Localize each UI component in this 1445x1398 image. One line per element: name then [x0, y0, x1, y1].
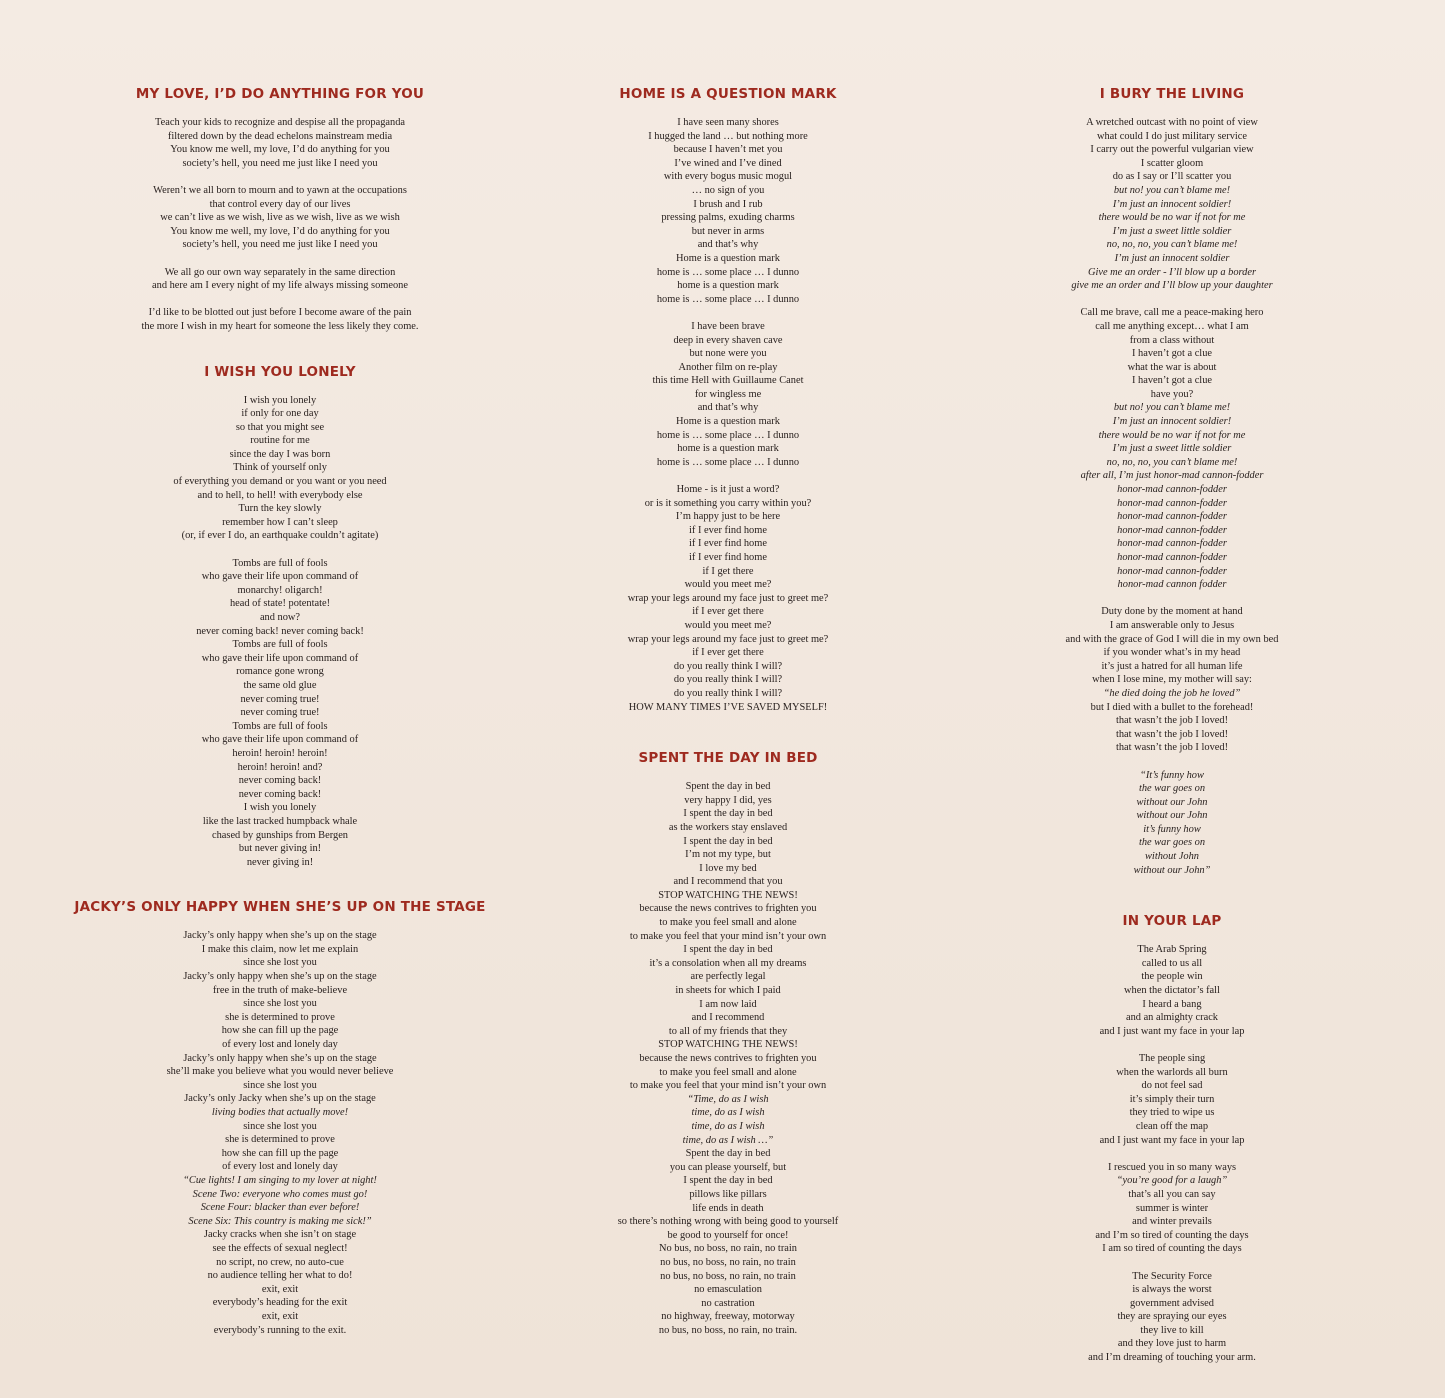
lyric-line: the more I wish in my heart for someone the less likely they come. [141, 320, 419, 332]
lyric-line: no bus, no boss, no rain, no train [660, 1256, 796, 1268]
lyric-line: Call me brave, call me a peace-making hero [1080, 307, 1264, 319]
lyric-line: routine for me [250, 435, 310, 447]
lyric-line: No bus, no boss, no rain, no train [659, 1243, 797, 1255]
lyric-line: I’ve wined and I’ve dined [674, 157, 782, 169]
lyric-line: HOW MANY TIMES I’VE SAVED MYSELF! [628, 701, 828, 713]
lyric-line: but never in arms [691, 225, 765, 237]
lyric-line: STOP WATCHING THE NEWS! [658, 889, 798, 901]
lyric-line: but no! you can’t blame me! [1113, 184, 1231, 196]
lyric-line: honor-mad cannon-fodder [1117, 511, 1227, 523]
lyric-line: I make this claim, now let me explain [201, 943, 359, 955]
lyric-line: I have seen many shores [677, 117, 779, 128]
lyric-line: Jacky’s only happy when she’s up on the stage [183, 1052, 377, 1064]
lyric-line: Scene Six: This country is making me sick!” [188, 1215, 372, 1227]
lyric-line: they tried to wipe us [1129, 1107, 1215, 1119]
lyric-line: what the war is about [1127, 361, 1217, 373]
lyric-line: home is a question mark [677, 443, 779, 455]
lyric-line: she is determined to prove [225, 1011, 335, 1023]
lyric-line: everybody’s running to the exit. [213, 1324, 347, 1336]
lyric-line: without our John” [1133, 864, 1211, 876]
lyric-line: that’s all you can say [1128, 1188, 1216, 1200]
lyric-line: the people win [1141, 971, 1203, 983]
stanza [962, 1270, 1382, 1365]
song-title: MY LOVE, I’D DO ANYTHING FOR YOU [135, 86, 425, 102]
song-title: I BURY THE LIVING [1099, 86, 1245, 102]
lyric-line: there would be no war if not for me [1098, 429, 1246, 441]
lyric-line: … no sign of you [691, 184, 765, 196]
lyric-line: but no! you can’t blame me! [1113, 402, 1231, 414]
lyric-line: I’m just an innocent soldier! [1112, 416, 1232, 428]
lyric-line: but I died with a bullet to the forehead! [1090, 701, 1254, 713]
lyric-line: pressing palms, exuding charms [661, 212, 795, 224]
lyric-line: life ends in death [692, 1202, 764, 1214]
lyric-line: society’s hell, you need me just like I need you [182, 157, 378, 169]
lyric-line: and that’s why [697, 239, 759, 251]
lyric-line: and that’s why [697, 402, 759, 414]
lyric-line: she is determined to prove [225, 1134, 335, 1146]
lyric-line: no castration [701, 1297, 755, 1309]
lyric-line: after all, I’m just honor-mad cannon-fodder [1080, 470, 1264, 482]
lyric-line: I’m happy just to be here [675, 511, 781, 523]
lyric-line: never giving in! [246, 856, 314, 868]
lyric-line: we can’t live as we wish, live as we wish, live as we wish [160, 212, 400, 224]
lyric-line: (or, if ever I do, an earthquake couldn’t agitate) [181, 530, 379, 542]
lyric-line: honor-mad cannon-fodder [1117, 538, 1227, 550]
lyric-line: heroin! heroin! and? [237, 761, 323, 773]
lyric-line: honor-mad cannon-fodder [1117, 524, 1227, 536]
lyric-line: home is … some place … I dunno [656, 293, 800, 305]
lyric-line: never coming back! never coming back! [196, 625, 364, 637]
lyric-line: honor-mad cannon-fodder [1117, 484, 1227, 496]
lyric-line: since she lost you [243, 957, 317, 969]
lyric-line: as the workers stay enslaved [668, 821, 788, 833]
song [70, 364, 490, 870]
lyric-line: and an almighty crack [1125, 1012, 1219, 1024]
lyric-line: society’s hell, you need me just like I need you [182, 239, 378, 251]
lyric-line: time, do as I wish …” [682, 1134, 774, 1146]
lyric-line: if I ever get there [692, 647, 764, 659]
lyric-line: never coming true! [240, 707, 320, 719]
lyric-line: call me anything except… what I am [1095, 320, 1249, 332]
lyric-line: I haven’t got a clue [1131, 375, 1212, 387]
lyric-line: everybody’s heading for the exit [212, 1297, 348, 1309]
lyric-line: A wretched outcast with no point of view [1086, 117, 1258, 128]
lyric-line: to make you feel small and alone [659, 917, 797, 929]
lyric-line: summer is winter [1135, 1202, 1209, 1214]
lyric-line: there would be no war if not for me [1098, 212, 1246, 224]
lyric-line: wrap your legs around my face just to greet me? [627, 592, 829, 604]
lyric-line: time, do as I wish [691, 1120, 765, 1132]
lyric-line: “you’re good for a laugh” [1116, 1175, 1228, 1187]
lyric-line: they live to kill [1140, 1324, 1204, 1336]
lyric-line: they are spraying our eyes [1117, 1311, 1227, 1323]
lyric-line: I heard a bang [1142, 998, 1202, 1010]
lyric-line: Teach your kids to recognize and despise all the propaganda [155, 117, 405, 128]
lyric-line: and I recommend that you [673, 876, 783, 888]
lyric-line: Give me an order - I’ll blow up a border [1087, 266, 1257, 278]
lyric-line: Home - is it just a word? [676, 484, 780, 496]
lyric-line: because the news contrives to frighten you [639, 903, 817, 915]
lyric-line: Scene Four: blacker than ever before! [200, 1202, 360, 1214]
stanza [962, 769, 1382, 878]
stanza [70, 266, 490, 293]
lyric-line: head of state! potentate! [229, 598, 331, 610]
lyric-line: Spent the day in bed [685, 781, 771, 793]
lyric-line: very happy I did, yes [684, 794, 772, 806]
lyric-line: I’m just an innocent soldier! [1112, 198, 1232, 210]
lyric-line: to make you feel that your mind isn’t your own [629, 1080, 827, 1092]
lyric-line: clean off the map [1135, 1120, 1209, 1132]
lyric-line: it’s simply their turn [1129, 1093, 1215, 1105]
lyric-line: is always the worst [1132, 1284, 1212, 1296]
lyric-line: Weren’t we all born to mourn and to yawn at the occupations [153, 184, 407, 196]
lyric-line: I am answerable only to Jesus [1109, 619, 1235, 631]
stanza [518, 320, 938, 470]
lyric-line: when the warlords all burn [1116, 1066, 1228, 1078]
lyric-line: honor-mad cannon fodder [1117, 579, 1227, 591]
lyric-line: I’m not my type, but [685, 849, 771, 861]
lyric-line: of everything you demand or you want or you need [173, 476, 387, 488]
lyric-line: heroin! heroin! heroin! [232, 747, 328, 759]
lyric-line: Spent the day in bed [685, 1148, 771, 1160]
lyric-line: and I recommend [691, 1012, 765, 1024]
lyric-line: that wasn’t the job I loved! [1115, 728, 1229, 740]
lyric-line: “Cue lights! I am singing to my lover at night! [183, 1174, 377, 1186]
lyric-line: home is … some place … I dunno [656, 456, 800, 468]
lyric-line: I rescued you in so many ways [1107, 1161, 1237, 1173]
lyric-line: Tombs are full of fools [232, 557, 328, 569]
lyric-line: the war goes on [1138, 783, 1206, 795]
lyric-line: like the last tracked humpback whale [202, 815, 358, 827]
lyric-line: this time Hell with Guillaume Canet [652, 375, 804, 387]
stanza [70, 116, 490, 170]
stanza [70, 306, 490, 333]
lyric-line: honor-mad cannon-fodder [1117, 497, 1227, 509]
lyric-line: and I just want my face in your lap [1099, 1025, 1245, 1037]
lyric-line: do you really think I will? [673, 674, 783, 686]
lyric-line: do you really think I will? [673, 687, 783, 699]
lyric-line: and to hell, to hell! with everybody else [197, 489, 363, 501]
lyric-line: home is … some place … I dunno [656, 266, 800, 278]
lyric-line: see the effects of sexual neglect! [212, 1242, 348, 1254]
lyric-line: I brush and I rub [693, 198, 763, 210]
song-title: I WISH YOU LONELY [204, 363, 356, 380]
lyric-line: from a class without [1129, 334, 1215, 346]
lyric-line: exit, exit [261, 1283, 299, 1295]
lyric-line: We all go our own way separately in the same direction [164, 266, 396, 278]
stanza [70, 394, 490, 544]
lyric-line: how she can fill up the page [221, 1147, 339, 1159]
lyric-line: when the dictator’s fall [1124, 985, 1220, 997]
lyric-line: Turn the key slowly [238, 503, 322, 515]
lyric-line: do not feel sad [1141, 1080, 1203, 1092]
lyric-line: would you meet me? [684, 619, 772, 631]
lyric-line: but never giving in! [238, 843, 322, 855]
lyric-line: “It’s funny how [1140, 769, 1204, 781]
lyric-line: do you really think I will? [673, 660, 783, 672]
lyric-line: The people sing [1138, 1053, 1206, 1064]
stanza [962, 306, 1382, 591]
lyric-line: never coming back! [238, 775, 322, 787]
lyric-line: in sheets for which I paid [675, 985, 781, 997]
stanza [70, 929, 490, 1337]
lyric-line: I spent the day in bed [683, 835, 773, 847]
lyric-line: no bus, no boss, no rain, no train [660, 1270, 796, 1282]
lyric-line: no script, no crew, no auto-cue [216, 1256, 344, 1268]
lyric-line: to all of my friends that they [668, 1025, 788, 1037]
lyric-line: I have been brave [691, 320, 765, 332]
stanza [518, 116, 938, 306]
lyric-line: that control every day of our lives [209, 198, 351, 210]
lyric-line: and I’m so tired of counting the days [1095, 1229, 1249, 1241]
lyric-line: Duty done by the moment at hand [1101, 606, 1243, 618]
lyric-line: you can please yourself, but [669, 1161, 787, 1173]
lyric-line: no emasculation [694, 1284, 762, 1296]
lyric-line: that wasn’t the job I loved! [1115, 742, 1229, 754]
lyric-line: do as I say or I’ll scatter you [1112, 171, 1232, 183]
lyric-line: if I ever find home [689, 538, 767, 550]
lyric-line: give me an order and I’ll blow up your daughter [1071, 280, 1273, 292]
lyric-line: it’s a consolation when all my dreams [649, 957, 807, 969]
lyric-line: deep in every shaven cave [673, 334, 783, 346]
song-title: IN YOUR LAP [1122, 913, 1222, 930]
lyric-line: if I ever find home [689, 552, 767, 563]
lyric-line: chased by gunships from Bergen [211, 829, 349, 841]
lyric-line: I wish you lonely [243, 394, 317, 406]
lyric-line: “Time, do as I wish [687, 1093, 769, 1105]
lyric-line: for wingless me [694, 388, 762, 400]
lyric-line: that wasn’t the job I loved! [1115, 715, 1229, 727]
lyric-line: without our John [1136, 810, 1208, 822]
lyric-line: I wish you lonely [243, 802, 317, 814]
lyric-line: pillows like pillars [689, 1188, 767, 1200]
lyrics-column-3 [962, 86, 1382, 1378]
lyric-line: how she can fill up the page [221, 1025, 339, 1037]
stanza [70, 184, 490, 252]
lyric-line: Jacky cracks when she isn’t on stage [203, 1229, 357, 1241]
lyric-line: of every lost and lonely day [222, 1161, 338, 1173]
lyric-line: who gave their life upon command of [201, 734, 359, 746]
lyric-line: so that you might see [235, 421, 325, 433]
song [70, 899, 490, 1337]
lyric-line: without our John [1136, 796, 1208, 808]
lyric-line: would you meet me? [684, 579, 772, 591]
lyric-line: home is … some place … I dunno [656, 429, 800, 441]
stanza [962, 1052, 1382, 1147]
stanza [518, 483, 938, 714]
lyric-line: since she lost you [243, 1120, 317, 1132]
lyric-line: no highway, freeway, motorway [661, 1311, 795, 1323]
song-title: SPENT THE DAY IN BED [638, 750, 818, 767]
song-title: JACKY’S ONLY HAPPY WHEN SHE’S UP ON THE STAGE [74, 899, 486, 916]
lyric-line: Jacky’s only happy when she’s up on the stage [183, 971, 377, 983]
lyric-line: no, no, no, you can’t blame me! [1106, 456, 1238, 468]
lyric-line: so there’s nothing wrong with being good to yourself [617, 1216, 839, 1228]
lyric-line: who gave their life upon command of [201, 652, 359, 664]
stanza [962, 1161, 1382, 1256]
lyric-line: have you? [1150, 388, 1194, 400]
stanza [962, 605, 1382, 755]
lyric-line: or is it something you carry within you? [644, 497, 812, 509]
lyric-line: Home is a question mark [676, 416, 780, 428]
lyric-line: I scatter gloom [1140, 157, 1204, 169]
lyric-line: I spent the day in bed [683, 808, 773, 820]
lyric-line: honor-mad cannon-fodder [1117, 565, 1227, 577]
lyric-line: it’s just a hatred for all human life [1101, 660, 1243, 672]
lyric-line: I love my bed [699, 862, 757, 874]
lyric-line: since she lost you [243, 998, 317, 1010]
lyric-line: I am so tired of counting the days [1102, 1243, 1242, 1255]
lyric-line: to make you feel that your mind isn’t your own [629, 930, 827, 942]
lyric-line: and now? [259, 612, 301, 623]
lyric-line: and with the grace of God I will die in my own bed [1065, 633, 1279, 645]
lyrics-column-1 [70, 86, 490, 1351]
lyric-line: without John [1145, 851, 1199, 863]
lyric-line: I’m just an innocent soldier [1114, 252, 1230, 264]
stanza [518, 780, 938, 1337]
lyric-line: You know me well, my love, I’d do anything for you [170, 225, 390, 237]
song [962, 913, 1382, 1364]
lyric-line: time, do as I wish [691, 1107, 765, 1119]
stanza [962, 116, 1382, 293]
lyric-line: with every bogus music mogul [663, 171, 793, 183]
lyric-line: honor-mad cannon-fodder [1117, 552, 1227, 563]
song-title: HOME IS A QUESTION MARK [619, 86, 837, 102]
lyric-line: I’m just a sweet little soldier [1112, 443, 1232, 455]
lyric-line: since she lost you [243, 1079, 317, 1091]
lyrics-column-2 [518, 86, 938, 1351]
lyric-line: I am now laid [699, 998, 757, 1010]
lyric-line: because I haven’t met you [673, 144, 783, 156]
lyric-line: home is a question mark [677, 280, 779, 292]
lyric-line: Think of yourself only [233, 462, 327, 474]
lyric-line: called to us all [1141, 957, 1203, 969]
lyric-line: I’d like to be blotted out just before I become aware of the pain [148, 307, 412, 319]
lyric-line: if you wonder what’s in my head [1103, 647, 1241, 659]
lyric-line: no bus, no boss, no rain, no train. [658, 1324, 798, 1336]
lyric-line: and here am I every night of my life always missing someone [152, 280, 408, 292]
lyric-line: Another film on re-play [678, 361, 778, 373]
lyric-line: wrap your legs around my face just to greet me? [627, 633, 829, 645]
lyric-line: Jacky’s only happy when she’s up on the stage [183, 930, 377, 942]
lyric-line: exit, exit [261, 1310, 299, 1322]
lyric-line: “he died doing the job he loved” [1103, 687, 1241, 699]
lyric-line: and I’m dreaming of touching your arm. [1088, 1352, 1256, 1364]
lyric-line: filtered down by the dead echelons mainstream media [167, 130, 393, 142]
lyric-line: living bodies that actually move! [211, 1107, 349, 1118]
song [962, 86, 1382, 877]
lyric-line: it’s funny how [1143, 823, 1201, 835]
lyric-line: to make you feel small and alone [659, 1066, 797, 1078]
lyric-line: I spent the day in bed [683, 944, 773, 956]
lyric-line: no, no, no, you can’t blame me! [1106, 239, 1238, 251]
lyric-line: STOP WATCHING THE NEWS! [658, 1039, 798, 1051]
lyric-line: Home is a question mark [676, 252, 780, 264]
lyric-line: romance gone wrong [236, 666, 324, 678]
lyric-line: who gave their life upon command of [201, 571, 359, 583]
lyric-line: remember how I can’t sleep [222, 516, 338, 528]
lyric-line: free in the truth of make-believe [212, 984, 348, 996]
lyric-line: since the day I was born [229, 448, 331, 460]
lyric-line: I spent the day in bed [683, 1175, 773, 1187]
lyric-line: and they love just to harm [1117, 1338, 1227, 1350]
song [518, 86, 938, 714]
lyric-line: never coming back! [238, 788, 322, 800]
lyric-line: what could I do just military service [1096, 130, 1248, 142]
lyric-line: I hugged the land … but nothing more [648, 130, 808, 142]
song [518, 750, 938, 1337]
lyric-line: The Security Force [1132, 1270, 1212, 1282]
lyric-line: if I ever get there [692, 606, 764, 618]
lyric-line: monarchy! oligarch! [237, 584, 323, 596]
lyric-line: I haven’t got a clue [1131, 348, 1212, 360]
lyric-line: and I just want my face in your lap [1099, 1134, 1245, 1146]
lyric-line: never coming true! [240, 693, 320, 705]
lyric-line: she’ll make you believe what you would never believe [166, 1066, 394, 1078]
lyric-line: be good to yourself for once! [667, 1229, 789, 1241]
lyric-line: if I ever find home [689, 524, 767, 536]
lyric-line: Scene Two: everyone who comes must go! [192, 1188, 368, 1200]
lyric-line: but none were you [689, 348, 767, 360]
lyric-line: when I lose mine, my mother will say: [1092, 674, 1252, 686]
lyric-line: The Arab Spring [1137, 944, 1207, 956]
stanza [962, 943, 1382, 1038]
lyric-line: are perfectly legal [690, 971, 766, 983]
lyric-line: and winter prevails [1132, 1216, 1212, 1228]
lyric-line: if only for one day [241, 408, 319, 420]
lyric-line: the war goes on [1138, 837, 1206, 849]
lyric-line: Tombs are full of fools [232, 720, 328, 732]
lyric-line: You know me well, my love, I’d do anything for you [170, 144, 390, 156]
song [70, 86, 490, 334]
stanza [70, 557, 490, 870]
lyric-line: the same old glue [243, 679, 317, 691]
lyric-line: Tombs are full of fools [232, 639, 328, 651]
lyric-line: no audience telling her what to do! [207, 1270, 353, 1282]
lyric-line: of every lost and lonely day [222, 1039, 338, 1051]
lyric-line: government advised [1130, 1297, 1214, 1309]
lyric-line: I’m just a sweet little soldier [1112, 225, 1232, 237]
lyric-line: if I get there [702, 565, 754, 577]
lyric-line: because the news contrives to frighten you [639, 1053, 817, 1064]
lyric-line: I carry out the powerful vulgarian view [1090, 144, 1254, 156]
lyric-line: Jacky’s only Jacky when she’s up on the stage [184, 1093, 376, 1105]
